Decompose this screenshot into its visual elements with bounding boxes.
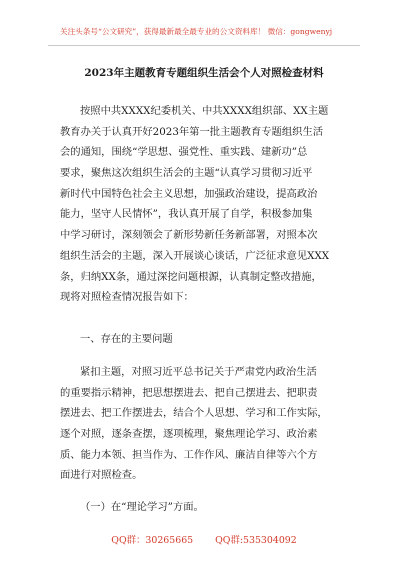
header-divider	[48, 45, 360, 46]
header-promo-text: 关注头条号“公文研究”，获得最新最全最专业的公文资料库！ 微信：gongwenyj	[60, 27, 333, 36]
section-line: 摆进去、把工作摆进去，结合个人思想、学习和工作实际，	[60, 407, 328, 420]
intro-line: 能力，坚守人民情怀”，我认真开展了自学，积极参加集	[60, 208, 313, 221]
section-line: 紧扣主题，对照习近平总书记关于严肃党内政治生活	[80, 366, 317, 378]
intro-line: 新时代中国特色社会主义思想，加强政治建设，提高政治	[60, 187, 318, 200]
intro-line: 组织生活会的主题，深入开展谈心谈话，广泛征求意见XXX	[60, 249, 330, 262]
footer-qq-left: QQ群：30265665	[111, 535, 194, 546]
intro-paragraph	[60, 101, 350, 308]
intro-line: 会的通知，围绕“学思想、强党性、重实践、建新功”总	[60, 146, 308, 159]
subsection-heading	[60, 497, 350, 518]
section-line: 的重要指示精神，把思想摆进去、把自己摆进去、把职责	[60, 386, 318, 399]
intro-line: 现将对照检查情况报告如下：	[60, 291, 194, 304]
footer-qq-right: QQ群:535304092	[215, 535, 297, 546]
intro-line: 条，归纳XX条，通过深挖问题根源，认真制定整改措施，	[60, 270, 322, 283]
section-heading	[60, 329, 350, 350]
intro-line: 中学习研讨，深刻领会了新形势新任务新部署，对照本次	[60, 229, 318, 242]
intro-line: 要求，聚焦这次组织生活会的主题“认真学习贯彻习近平	[60, 167, 313, 180]
section-line: 质、能力本领、担当作为、工作作风、廉洁自律等六个方	[60, 448, 318, 461]
subsection-heading-text: （一）在“理论学习”方面。	[80, 501, 204, 513]
document-title: 2023年主题教育专题组织生活会个人对照检查材料	[84, 67, 324, 79]
section-heading-text: 一、存在的主要问题	[80, 333, 173, 345]
section-line: 逐个对照，逐条查摆，逐项梳理，聚焦理论学习、政治素	[60, 428, 318, 441]
intro-line: 按照中共XXXX纪委机关、中共XXXX组织部、XX主题	[80, 105, 329, 117]
intro-line: 教育办关于认真开好2023年第一批主题教育专题组织生活	[60, 125, 324, 138]
footer-contact	[0, 535, 408, 547]
section-paragraph	[60, 362, 350, 486]
section-line: 面进行对照检查。	[60, 469, 143, 482]
